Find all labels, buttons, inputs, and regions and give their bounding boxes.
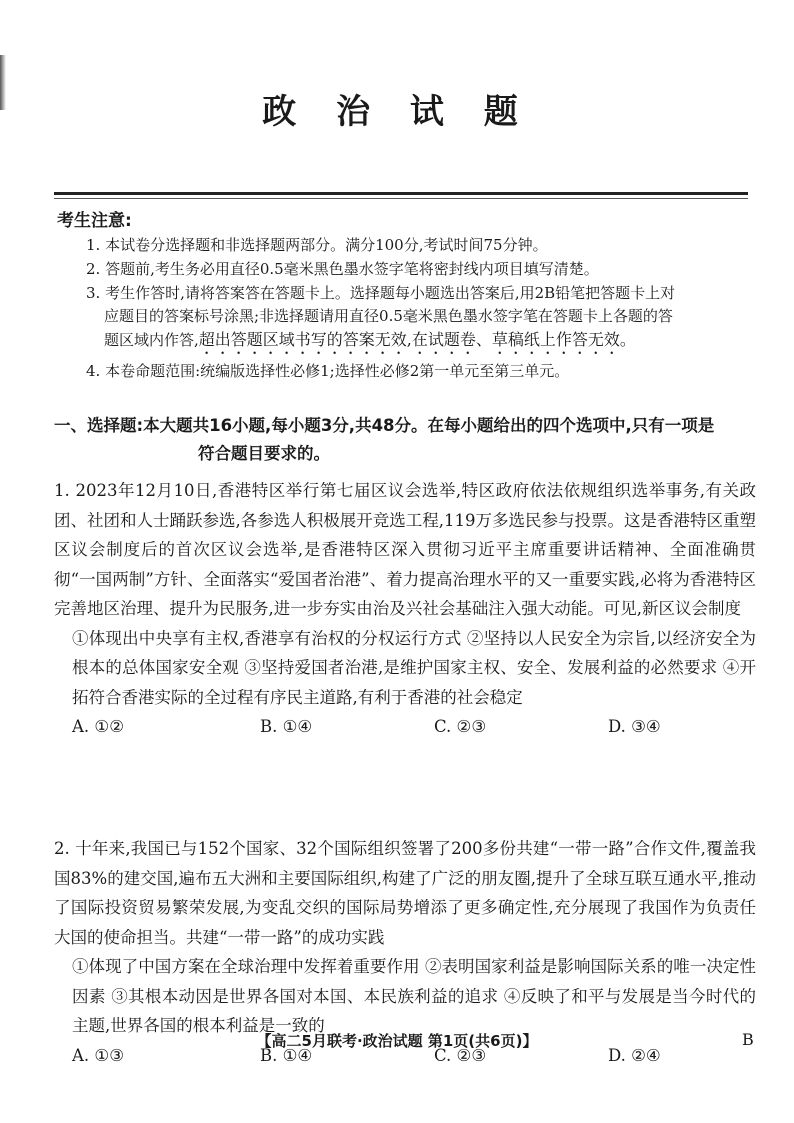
question-2-choice-a: A. ①③ [72,1045,124,1065]
question-2-statements: ①体现了中国方案在全球治理中发挥着重要作用 ②表明国家利益是影响国际关系的唯一决定性因素 ③其根本动因是世界各国对本国、本民族利益的追求 ④反映了和平与发展是当今时代的主题,世界各国的根本利益是一致的 [72,957,756,1035]
notice-item-1: 1. 本试卷分选择题和非选择题两部分。满分100分,考试时间75分钟。 [86,236,548,254]
notice-emphasis-text: 超出答题区域书写的答案无效,在试题卷、草稿纸上作答无效。 [198,330,636,349]
question-2-choice-d: D. ②④ [608,1045,661,1065]
question-1-choices [54,712,756,742]
paper-code: B [742,1030,754,1049]
notice-item-3-line-2: 应题目的答案标号涂黑;非选择题请用直径0.5毫米黑色墨水签字笔在答题卡上各题的答 [104,307,673,325]
notice-heading: 考生注意: [57,211,132,231]
header-rule-thin [54,198,748,199]
page-title: 政 治 试 题 [262,92,532,132]
section-heading-line-1: 一、选择题:本大题共16小题,每小题3分,共48分。在每小题给出的四个选项中,只有一项是 [54,416,715,435]
section-heading [54,412,754,468]
question-1-choice-d: D. ③④ [608,717,661,736]
notice-item-3-line-3 [86,328,754,358]
question-2-choice-c: C. ②③ [434,1045,487,1065]
page-footer: 【高二5月联考·政治试题 第1页(共6页)】 [256,1032,538,1050]
question-1-statements: ①体现出中央享有主权,香港享有治权的分权运行方式 ②坚持以人民安全为宗旨,以经济安全为根本的总体国家安全观 ③坚持爱国者治港,是维护国家主权、安全、发展利益的必然要求 ④开拓符合香港实际的全过程有序民主道路,有利于香港的社会稳定 [72,628,756,707]
question-2-choice-b: B. ①④ [260,1045,313,1065]
notice-item-3 [86,282,754,358]
notice-item-2: 2. 答题前,考生务必用直径0.5毫米黑色墨水签字笔将密封线内项目填写清楚。 [86,260,599,278]
question-1-stem: 1. 2023年12月10日,香港特区举行第七届区议会选举,特区政府依法依规组织选举事务,有关政团、社团和人士踊跃参选,各参选人积极展开竞选工程,119万多选民参与投票。这是香港特区重塑区议会制度后的首次区议会选举,是香港特区深入贯彻习近平主席重要讲话精神、全面准确贯彻“一国两制”方针、全面落实“爱国者治港”、着力提高治理水平的又一重要实践,必将为香港特区完善地区治理、提升为民服务,进一步夯实由治及兴社会基础注入强大动能。可见,新区议会制度 [54,481,756,618]
question-2-stem: 2. 十年来,我国已与152个国家、32个国际组织签署了200多份共建“一带一路”合作文件,覆盖我国83%的建交国,遍布五大洲和主要国际组织,构建了广泛的朋友圈,提升了全球互联互通水平,推动了国际投资贸易繁荣发展,为变乱交织的国际局势增添了更多确定性,充分展现了我国作为负责任大国的使命担当。共建“一带一路”的成功实践 [54,839,756,947]
notice-item-4: 4. 本卷命题范围:统编版选择性必修1;选择性必修2第一单元至第三单元。 [86,362,570,380]
question-1-choice-c: C. ②③ [434,717,487,736]
question-1-choice-b: B. ①④ [260,717,313,736]
notice-item-3-line-3-prefix: 题区域内作答, [104,331,199,349]
question-1-choice-a: A. ①② [72,717,124,736]
question-1 [54,476,756,742]
notice-item-3-line-1: 3. 考生作答时,请将答案答在答题卡上。选择题每小题选出答案后,用2B铅笔把答题卡上对 [86,284,676,302]
section-heading-line-2: 符合题目要求的。 [198,444,330,463]
header-rule-thick [54,192,748,195]
